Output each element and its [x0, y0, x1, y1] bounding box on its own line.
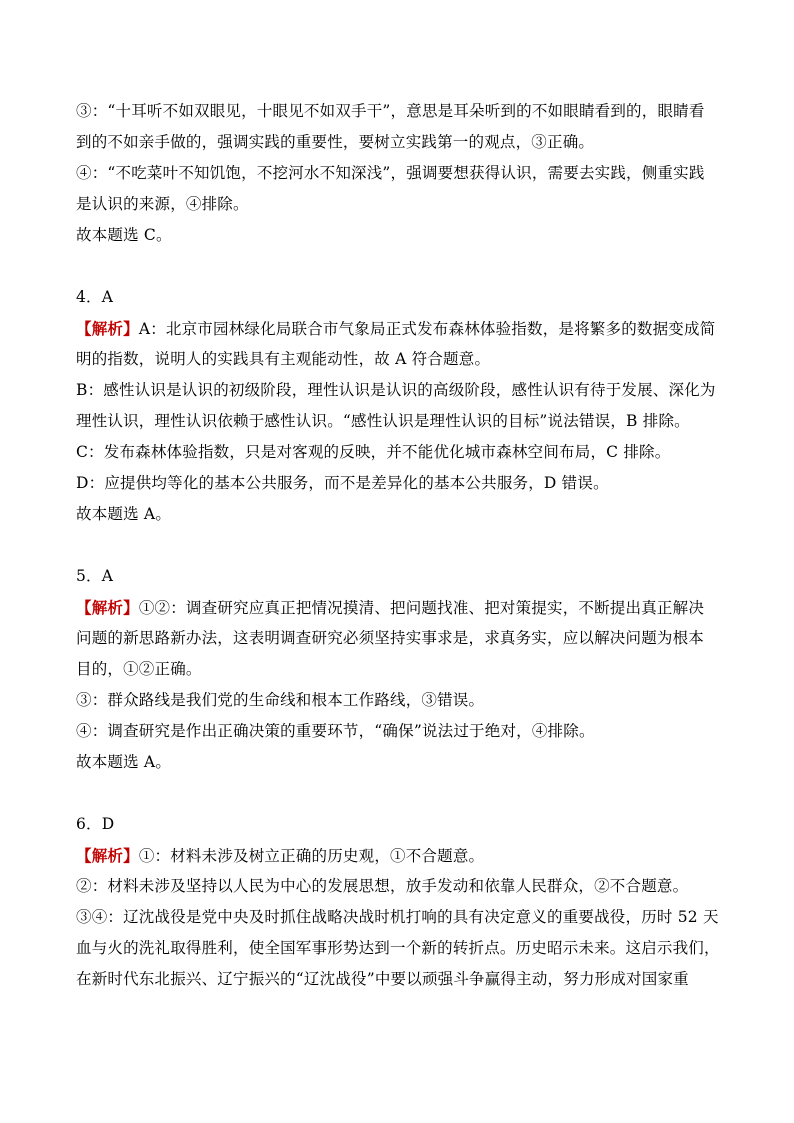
- conclusion-line: 故本题选 A。: [76, 753, 172, 771]
- text-line: 目的，①②正确。: [76, 660, 202, 678]
- text-line: 到的不如亲手做的，强调实践的重要性，要树立实践第一的观点，③正确。: [76, 133, 595, 151]
- spacer: [76, 778, 726, 809]
- text-line: ③：“十耳听不如双眼见，十眼见不如双手干”，意思是耳朵听到的不如眼睛看到的，眼睛看: [76, 102, 705, 120]
- text-line: 理性认识，理性认识依赖于感性认识。“感性认识是理性认识的目标”说法错误，B 排除。: [76, 412, 690, 430]
- q3-explanation-continued: [76, 96, 726, 251]
- text-line: 在新时代东北振兴、辽宁振兴的“辽沈战役”中要以顽强斗争赢得主动，努力形成对国家重: [76, 970, 689, 988]
- text-line: B：感性认识是认识的初级阶段，理性认识是认识的高级阶段，感性认识有待于发展、深化为: [76, 381, 716, 399]
- conclusion-line: 故本题选 C。: [76, 226, 172, 244]
- text-line: C：发布森林体验指数，只是对客观的反映，并不能优化城市森林空间布局，C 排除。: [76, 443, 671, 461]
- answer-number: 5．A: [76, 567, 114, 585]
- text-span: ①：材料未涉及树立正确的历史观，①不合题意。: [138, 847, 485, 865]
- text-line: 血与火的洗礼取得胜利，使全国军事形势达到一个新的转折点。历史昭示未来。这启示我们，: [76, 939, 720, 957]
- jiexi-tag: 【解析】: [76, 319, 139, 338]
- explanation-first-line: [76, 592, 726, 623]
- text-span: A：北京市园林绿化局联合市气象局正式发布森林体验指数，是将繁多的数据变成简: [138, 320, 716, 338]
- q4-answer-block: [76, 282, 726, 530]
- text-line: 是认识的来源，④排除。: [76, 195, 249, 213]
- spacer: [76, 251, 726, 282]
- text-line: 明的指数，说明人的实践具有主观能动性，故 A 符合题意。: [76, 350, 491, 368]
- text-line: 问题的新思路新办法，这表明调查研究必须坚持实事求是，求真务实，应以解决问题为根本: [76, 629, 705, 647]
- text-line: ④：“不吃菜叶不知饥饱，不挖河水不知深浅”，强调要想获得认识，需要去实践，侧重实践: [76, 164, 705, 182]
- conclusion-line: 故本题选 A。: [76, 505, 172, 523]
- answer-number: 4．A: [76, 288, 114, 306]
- explanation-first-line: [76, 313, 726, 344]
- text-line: D：应提供均等化的基本公共服务，而不是差异化的基本公共服务，D 错误。: [76, 474, 609, 492]
- q5-answer-block: [76, 561, 726, 778]
- text-span: ①②：调查研究应真正把情况摸清、把问题找准、把对策提实，不断提出真正解决: [138, 599, 705, 617]
- spacer: [76, 530, 726, 561]
- q6-answer-block: [76, 809, 726, 995]
- answer-number: 6．D: [76, 815, 115, 833]
- document-page: [76, 96, 726, 995]
- text-line: ③：群众路线是我们党的生命线和根本工作路线，③错误。: [76, 691, 485, 709]
- text-line: ④：调查研究是作出正确决策的重要环节，“确保”说法过于绝对，④排除。: [76, 722, 595, 740]
- text-line: ②：材料未涉及坚持以人民为中心的发展思想，放手发动和依靠人民群众，②不合题意。: [76, 877, 689, 895]
- jiexi-tag: 【解析】: [76, 598, 139, 617]
- explanation-first-line: [76, 840, 726, 871]
- jiexi-tag: 【解析】: [76, 846, 139, 865]
- text-line: ③④：辽沈战役是党中央及时抓住战略决战时机打响的具有决定意义的重要战役，历时 52 天: [76, 908, 719, 926]
